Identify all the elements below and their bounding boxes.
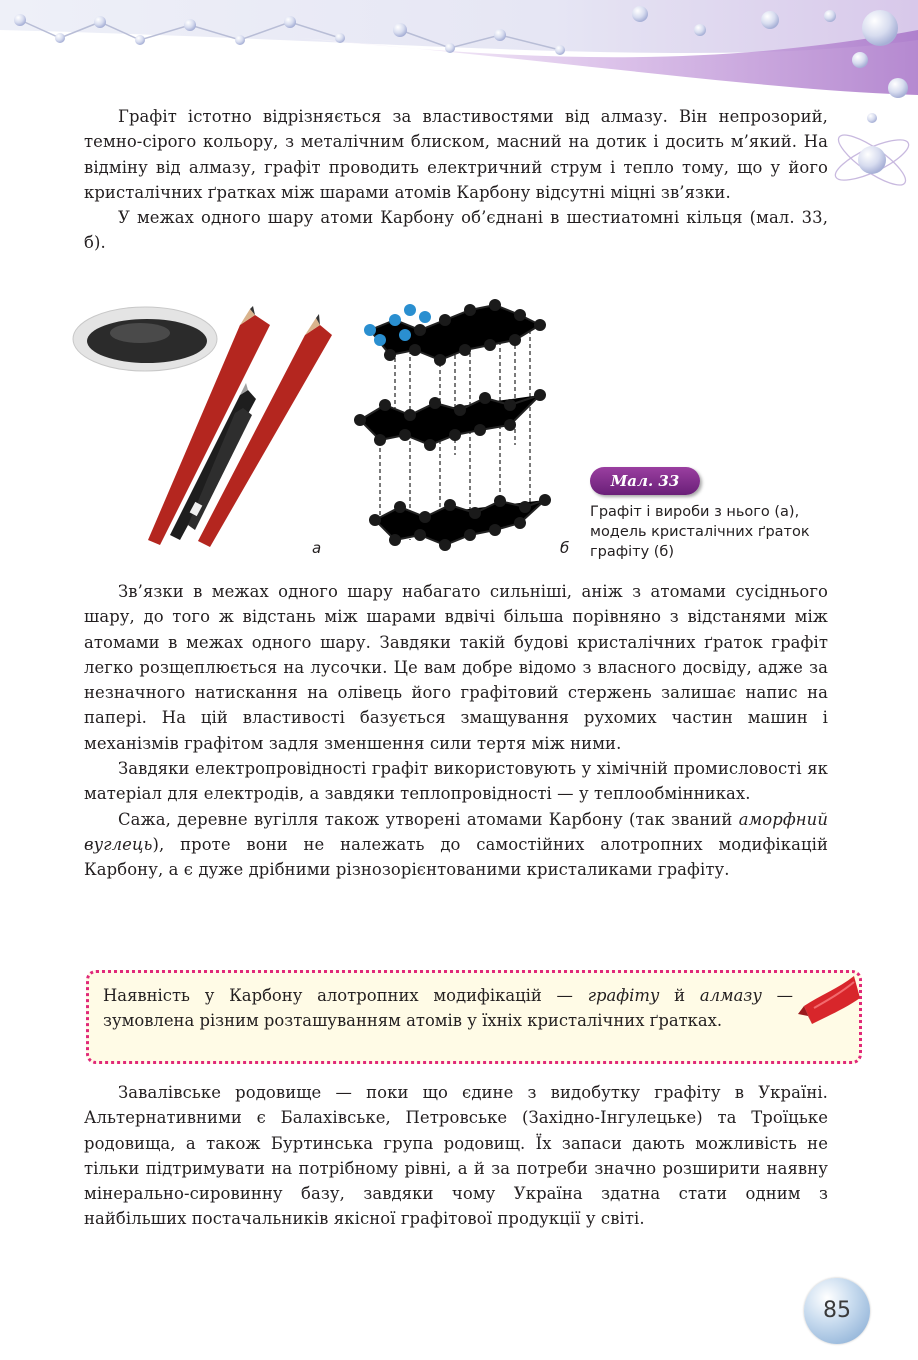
paragraph-layer-bonds: Зв’язки в межах одного шару набагато сильніші, аніж з атомами сусіднього шару, до того ж відстань між шарами вдвічі більша порівняно з відстанями між атомами в межах одного шару. Завдяки такій будові кристалічних ґраток графіт легко розщеплюється на лусочки. Це вам добре відомо з власного досвіду, адже за незначного натискання на олівець його графітовий стержень залишає напис на папері. На цій властивості базується змащування рухомих частин машин і механізмів графітом задля зменшення сили тертя між ними. bbox=[84, 582, 828, 753]
intro-paragraphs bbox=[84, 104, 828, 256]
middle-paragraphs bbox=[84, 579, 828, 883]
paragraph-deposits: Завалівське родовище — поки що єдине з видобутку графіту в Україні. Альтернативними є Балахівське, Петровське (Західно-Інгулецьке) та Троїцьке родовища, а також Буртинська група родовищ. Їх запаси дають можливість не тільки підтримувати на потрібному рівні, а й за потреби значно розширити наявну мінерально-сировинну базу, завдяки чому Україна здатна стати одним з найбільших постачальників якісної графітової продукції у світі. bbox=[84, 1083, 828, 1229]
paragraph-graphite-properties: Графіт істотно відрізняється за властивостями від алмазу. Він непрозорий, темно-сірого кольору, з металічним блиском, масний на дотик і досить м’який. На відміну від алмазу, графіт проводить електричний струм і тепло тому, що у його кристалічних ґратках між шарами атомів Карбону відсутні міцні зв’язки. bbox=[84, 107, 828, 202]
key-fact-callout bbox=[86, 970, 862, 1064]
soot-term-amorphous-carbon: аморфний вуглець bbox=[84, 809, 828, 854]
label-a: а bbox=[312, 539, 322, 557]
graphite-and-pencils-illustration bbox=[70, 295, 350, 555]
figure-badge: Мал. 33 bbox=[590, 467, 700, 495]
paragraph-soot bbox=[84, 807, 828, 883]
callout-text bbox=[103, 983, 793, 1034]
callout-term-diamond: алмазу bbox=[699, 986, 762, 1005]
figure-caption: Графіт і вироби з нього (а), модель кристалічних ґраток графіту (б) bbox=[590, 504, 810, 560]
callout-text-2: й bbox=[659, 986, 700, 1005]
callout-text-1: Наявність у Карбону алотропних модифікацій — bbox=[103, 986, 588, 1005]
paragraph-hexagonal-rings: У межах одного шару атоми Карбону об’єднані в шестиатомні кільця (мал. 33, б). bbox=[84, 208, 828, 253]
soot-text-1: Сажа, деревне вугілля також утворені атомами Карбону (так званий bbox=[118, 809, 739, 829]
graphite-crystal-lattice-model bbox=[350, 295, 570, 560]
page-number: 85 bbox=[804, 1278, 870, 1344]
label-b: б bbox=[560, 539, 570, 557]
callout-term-graphite: графіту bbox=[587, 986, 660, 1005]
callout-text-3: — зумовлена різним розташуванням атомів у їхніх кристалічних ґратках. bbox=[103, 986, 793, 1031]
figure-33 bbox=[70, 295, 850, 575]
soot-text-2: ), проте вони не належать до самостійних алотропних модифікацій Карбону, а є дуже дрібними різнозорієнтованими кристаликами графіту. bbox=[84, 834, 828, 880]
paragraph-conductivity-uses: Завдяки електропровідності графіт використовують у хімічній промисловості як матеріал для електродів, а завдяки теплопровідності — у теплообмінниках. bbox=[84, 759, 828, 804]
bottom-paragraphs bbox=[84, 1080, 828, 1232]
ribbon-bookmark-icon bbox=[794, 968, 864, 1028]
